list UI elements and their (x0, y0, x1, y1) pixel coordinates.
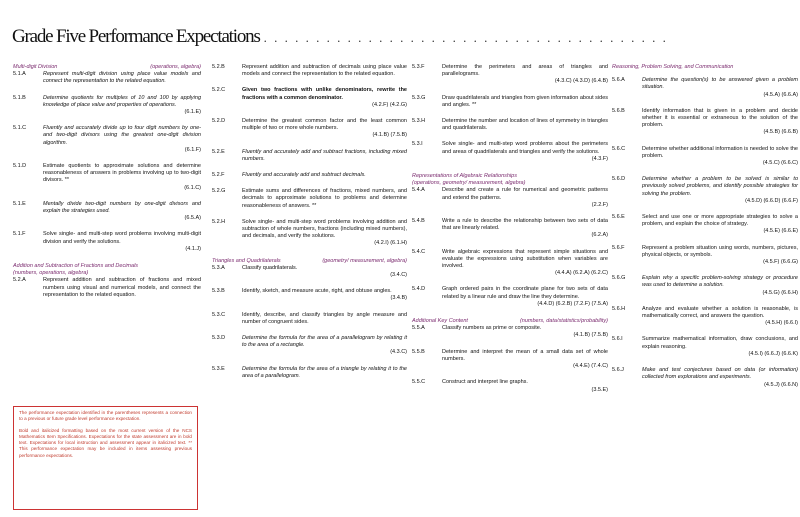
expectation-description: Given two fractions with unlike denominators, rewrite the fractions with a common denominator. (242, 87, 407, 101)
expectation-description: Determine and interpret the mean of a small data set of whole numbers. (442, 348, 608, 362)
expectation-item (412, 64, 608, 86)
section-header-label: (numbers, operations, algebra) (13, 270, 89, 277)
expectation-text (43, 231, 201, 253)
expectation-description: Estimate sums and differences of fractions, mixed numbers, and decimals to approximate solutions to problems and determine reasonableness of answers. ** (242, 188, 407, 209)
expectation-number: 5.3.B (212, 288, 225, 295)
expectation-description: Solve single- and multi-step word problems involving multi-digit division and verify the solutions. (43, 231, 201, 245)
expectation-description: Summarize mathematical information, draw conclusions, and explain reasoning. (642, 336, 798, 350)
expectation-item (13, 163, 201, 192)
expectation-text (642, 306, 798, 328)
expectation-code: (4.5.D) (6.6.D) (6.6.F) (745, 197, 798, 204)
expectation-item (212, 366, 407, 380)
expectation-number: 5.4.C (412, 248, 426, 255)
expectation-item (212, 265, 407, 279)
expectation-description: Mentally divide two-digit numbers by one-digit divisors and explain the strategies used. (43, 200, 201, 215)
expectation-text (242, 219, 407, 248)
expectation-number: 5.2.E (212, 148, 225, 155)
expectation-number: 5.1.C (13, 125, 27, 132)
expectation-number: 5.2.A (13, 277, 26, 284)
expectation-description: Represent a problem situation using words, numbers, pictures, physical objects, or symbols. (642, 244, 798, 258)
expectation-item (212, 219, 407, 248)
expectation-item (612, 275, 798, 297)
expectation-description: Represent multi-digit division using place value models and connect the representation to the related equation. (43, 71, 201, 85)
expectation-code: (4.5.E) (6.6.E) (763, 228, 798, 235)
expectation-number: 5.6.D (612, 176, 626, 183)
expectation-code: (4.1.J) (185, 245, 201, 252)
expectation-description: Select and use one or more appropriate strategies to solve a problem, and explain the choice of strategy. (642, 214, 798, 228)
expectation-code: (4.4.D) (6.2.B) (7.2.F) (7.5.A) (537, 300, 608, 307)
expectation-item (13, 95, 201, 117)
expectation-number: 5.6.B (612, 107, 625, 114)
expectation-number: 5.4.A (412, 187, 425, 194)
expectation-description: Make and test conjectures based on data (or information) collected from explorations and experiments. (642, 367, 798, 381)
expectation-item (212, 87, 407, 109)
section-header-label: Additional Key Content (412, 318, 468, 325)
expectation-item (612, 176, 798, 205)
expectation-item (212, 335, 407, 357)
expectation-code: (4.3.C) (390, 349, 407, 356)
expectation-number: 5.6.F (612, 244, 625, 251)
expectation-text (642, 176, 798, 205)
section-header-label: Multi-digit Division (13, 64, 58, 70)
expectation-text (642, 275, 798, 297)
expectation-code: (4.5.B) (6.6.B) (763, 129, 798, 136)
expectation-description: Draw quadrilaterals and triangles from given information about sides and angles. ** (442, 94, 609, 108)
expectation-text (442, 249, 608, 278)
expectation-item (13, 125, 201, 154)
expectation-item (212, 118, 407, 140)
expectation-text (442, 218, 608, 240)
expectation-code: (4.3.C) (4.3.D) (6.4.B) (554, 78, 608, 85)
expectation-text (242, 87, 407, 109)
expectation-number: 5.2.F (212, 172, 225, 179)
expectation-number: 5.6.I (612, 336, 623, 343)
expectation-description: Determine the formula for the area of a parallelogram by relating it to the area of a rectangle. (242, 335, 407, 349)
expectation-description: Determine the number and location of lines of symmetry in triangles and quadrilaterals. (442, 118, 608, 132)
expectation-item (412, 349, 608, 371)
expectation-code: (4.5.I) (6.6.J) (6.6.K) (748, 350, 798, 357)
expectation-description: Write a rule to describe the relationship between two sets of data that are linearly related. (442, 218, 608, 232)
expectation-number: 5.1.D (13, 163, 27, 170)
expectation-code: (4.5.F) (6.6.G) (763, 259, 798, 266)
expectation-number: 5.5.B (412, 348, 425, 355)
expectation-description: Represent addition and subtraction of decimals using place value models and connect the representation to the related equation. (242, 64, 407, 78)
expectation-description: Classify numbers as prime or composite. (442, 325, 542, 332)
expectation-description: Write algebraic expressions that represent simple situations and evaluate the expressions using substitution when variables are involved. (442, 248, 608, 270)
expectation-number: 5.3.C (212, 311, 226, 318)
expectation-item (412, 379, 608, 393)
expectation-text (442, 349, 608, 371)
expectation-description: Construct and interpret line graphs. (442, 379, 528, 386)
expectation-item (612, 214, 798, 236)
expectation-number: 5.6.H (612, 305, 626, 312)
expectation-item (412, 141, 608, 163)
expectation-code: (4.1.B) (7.5.B) (573, 332, 608, 339)
expectation-text (242, 188, 407, 210)
expectation-description: Determine whether a problem to be solved is similar to previously solved problems, and identify possible strategies for solving the problem. (642, 176, 798, 197)
expectation-code: (3.5.E) (591, 386, 608, 393)
expectation-description: Estimate quotients to approximate solutions and determine reasonableness of answers in problems involving up to two-digit divisors. ** (43, 163, 201, 184)
expectation-code: (4.4.E) (7.4.C) (573, 363, 608, 370)
expectation-text (242, 312, 407, 326)
section-header-label: Addition and Subtraction of Fractions and Decimals (13, 263, 139, 270)
expectation-number: 5.4.D (412, 286, 426, 293)
title-text: Grade Five Performance Expectations (12, 26, 260, 47)
expectation-number: 5.3.I (412, 141, 423, 148)
expectation-description: Represent addition and subtraction of fractions and mixed numbers using visual and numerical models, and connect the representation to the related equation. (43, 277, 201, 298)
expectation-text (242, 149, 407, 163)
expectation-item (612, 306, 798, 328)
expectation-number: 5.2.B (212, 64, 225, 70)
expectation-number: 5.6.A (612, 77, 625, 84)
expectation-item (412, 118, 608, 132)
expectation-text (43, 125, 201, 154)
expectation-code: (6.2.A) (591, 232, 608, 239)
column-1 (13, 64, 201, 309)
expectation-code: (6.1.F) (184, 146, 201, 153)
expectation-number: 5.2.D (212, 118, 226, 125)
expectation-description: Identify information that is given in a problem and decide whether it is essential or extraneous to the solution of the problem. (642, 107, 798, 129)
expectation-description: Solve single- and multi-step word problems about the perimeters and areas of quadrilaterals and triangles and verify the solutions. (442, 141, 608, 155)
expectation-text (43, 71, 201, 85)
expectation-number: 5.1.B (13, 94, 26, 101)
section-header-label: (numbers, data/statistics/probability) (519, 318, 608, 325)
expectation-item (212, 288, 407, 302)
section-header-label: (operations, algebra) (150, 64, 201, 70)
expectation-description: Describe and create a rule for numerical and geometric patterns and extend the patterns. (442, 187, 608, 201)
expectation-code: (4.5.J) (6.6.N) (764, 381, 798, 388)
note-paragraph-2: Bold and italicized formatting based on the most current version of the NCS Mathematics Item Specifications. Expectations for the state assessment are in bold text. Expectations for local instruction and assessment appear in italicized text. ** This performance expectation may be included in items assessing previous performance expectations. (19, 427, 192, 458)
expectation-number: 5.2.C (212, 87, 226, 94)
expectation-number: 5.6.G (612, 275, 626, 282)
expectation-item (412, 249, 608, 278)
expectation-number: 5.6.E (612, 214, 625, 221)
expectation-text (442, 286, 608, 308)
expectation-item (212, 64, 407, 78)
expectation-number: 5.2.H (212, 218, 226, 225)
expectation-item (13, 71, 201, 85)
expectation-description: Fluently and accurately divide up to four digit numbers by one- and two-digit divisors using the greatest one-digit division algorithm. (43, 125, 201, 146)
expectation-item (13, 201, 201, 223)
section-header-label: Triangles and Quadrilaterals (212, 257, 281, 264)
expectation-description: Analyze and evaluate whether a solution is reasonable, is mathematically correct, and answers the question. (642, 305, 798, 320)
expectation-code: (6.5.A) (184, 215, 201, 222)
section-header-algebraic (412, 173, 608, 187)
section-header-multi-digit-division (13, 64, 201, 71)
column-3 (412, 64, 608, 404)
column-2 (212, 64, 407, 390)
expectation-code: (2.2.F) (591, 201, 608, 208)
expectation-item (612, 336, 798, 358)
expectation-text (242, 118, 407, 140)
expectation-item (13, 231, 201, 253)
expectation-number: 5.6.C (612, 145, 626, 152)
expectation-text (43, 163, 201, 192)
expectation-item (212, 312, 407, 326)
section-header-label: (operations, geometry/ measurement, algebra) (412, 180, 526, 187)
expectation-code: (4.5.C) (6.6.C) (762, 160, 798, 167)
expectation-code: (6.1.C) (184, 184, 201, 191)
expectation-text (43, 201, 201, 223)
expectation-number: 5.3.A (212, 264, 225, 271)
expectation-code: (4.5.H) (6.6.I) (765, 320, 798, 327)
expectation-number: 5.6.J (612, 367, 624, 374)
note-box (13, 406, 198, 510)
expectation-item (412, 95, 608, 109)
expectation-description: Determine the perimeters and areas of triangles and parallelograms. (442, 64, 608, 78)
expectation-item (412, 187, 608, 209)
section-header-label: Representations of Algebraic Relationships (412, 173, 517, 180)
expectation-text (442, 379, 608, 393)
expectation-item (412, 325, 608, 339)
expectation-item (212, 172, 407, 179)
expectation-description: Determine whether additional information is needed to solve the problem. (642, 145, 798, 159)
note-paragraph-1: The performance expectation identified in the parentheses represents a connection to a previous or future grade level performance expectation. (19, 410, 192, 422)
column-4 (612, 64, 798, 399)
expectation-item (13, 277, 201, 299)
expectation-text (642, 108, 798, 137)
expectation-description: Identify, describe, and classify triangles by angle measure and number of congruent sides. (242, 311, 407, 325)
expectation-text (242, 288, 407, 302)
expectation-description: Identify, sketch, and measure acute, right, and obtuse angles. (242, 288, 392, 295)
expectation-item (612, 245, 798, 267)
expectation-number: 5.2.G (212, 188, 226, 195)
expectation-item (212, 149, 407, 163)
expectation-item (612, 146, 798, 168)
expectation-text (642, 336, 798, 358)
expectation-description: Determine the question(s) to be answered given a problem situation. (642, 77, 798, 91)
expectation-text (642, 77, 798, 99)
expectation-text (43, 95, 201, 117)
section-header-label: Reasoning, Problem Solving, and Communication (612, 64, 734, 70)
section-header-label: (geometry/ measurement, algebra) (322, 257, 407, 264)
expectation-text (242, 172, 407, 179)
expectation-number: 5.1.A (13, 71, 26, 78)
expectation-number: 5.3.F (412, 64, 425, 70)
expectation-item (212, 188, 407, 210)
expectation-code: (3.4.C) (390, 272, 407, 279)
expectation-text (642, 367, 798, 389)
expectation-number: 5.5.C (412, 379, 426, 386)
expectation-description: Explain why a specific problem-solving strategy or procedure was used to determine a solution. (642, 275, 798, 289)
expectation-code: (4.5.A) (6.6.A) (763, 91, 798, 98)
expectation-text (43, 277, 201, 299)
expectation-number: 5.3.G (412, 94, 426, 101)
expectation-text (642, 146, 798, 168)
expectation-text (442, 141, 608, 163)
expectation-number: 5.1.E (13, 200, 26, 207)
expectation-number: 5.3.D (212, 335, 226, 342)
expectation-text (242, 335, 407, 357)
section-header-additional (412, 318, 608, 325)
expectation-code: (3.4.B) (390, 295, 407, 302)
expectation-number: 5.3.H (412, 118, 426, 125)
expectation-item (412, 286, 608, 308)
section-header-reasoning (612, 64, 798, 71)
expectation-description: Determine the greatest common factor and the least common multiple of two or more whole numbers. (242, 118, 407, 132)
expectation-item (612, 108, 798, 137)
expectation-description: Classify quadrilaterals. (242, 264, 298, 271)
expectation-text (442, 64, 608, 86)
expectation-description: Graph ordered pairs in the coordinate plane for two sets of data related by a linear rule and draw the line they determine. (442, 286, 608, 300)
expectation-code: (4.2.F) (4.2.G) (372, 101, 407, 108)
section-header-triangles (212, 258, 407, 265)
expectation-text (242, 64, 407, 78)
title-leader-dots: . . . . . . . . . . . . . . . . . . . . . . . . . . . . . . . . . . . . . . . (263, 30, 668, 45)
expectation-text (642, 245, 798, 267)
expectation-code: (4.2.I) (6.1.H) (374, 240, 407, 247)
expectation-item (612, 77, 798, 99)
expectation-code: (4.1.B) (7.5.B) (372, 132, 407, 139)
expectation-text (442, 187, 608, 209)
expectation-text (442, 95, 608, 109)
expectation-text (242, 265, 407, 279)
expectation-item (612, 367, 798, 389)
expectation-description: Determine quotients for multiples of 10 and 100 by applying knowledge of place value and properties of operations. (43, 94, 201, 108)
page-title (12, 26, 800, 50)
expectation-number: 5.3.E (212, 365, 225, 372)
expectation-code: (6.1.E) (184, 109, 201, 116)
expectation-text (442, 325, 608, 339)
expectation-description: Fluently and accurately add and subtract fractions, including mixed numbers. (242, 148, 407, 162)
expectation-description: Determine the formula for the area of a triangle by relating it to the area of a parallelogram. (242, 365, 407, 379)
expectation-code: (4.5.G) (6.6.H) (762, 289, 798, 296)
expectation-item (412, 218, 608, 240)
expectation-text (442, 118, 608, 132)
expectation-text (642, 214, 798, 236)
expectation-number: 5.4.B (412, 218, 425, 225)
expectation-description: Solve single- and multi-step word problems involving addition and subtraction of whole numbers, fractions (including mixed numbers), and decimals, and verify the solutions. (242, 218, 407, 240)
expectation-number: 5.1.F (13, 231, 26, 238)
expectation-text (242, 366, 407, 380)
expectation-description: Fluently and accurately add and subtract decimals. (242, 172, 366, 179)
expectation-code: (4.3.F) (591, 155, 608, 162)
expectation-code: (4.4.A) (6.2.A) (6.2.C) (555, 270, 608, 277)
expectation-number: 5.5.A (412, 325, 425, 332)
section-header-fractions-decimals (13, 263, 201, 277)
